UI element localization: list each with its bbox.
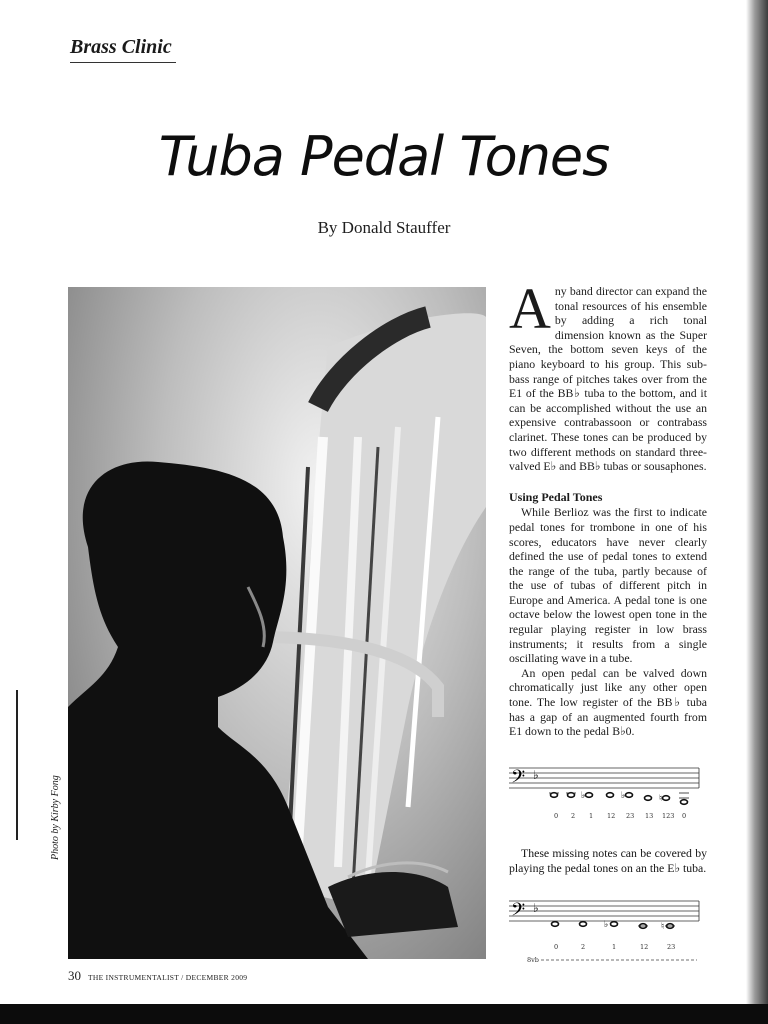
section-label: Brass Clinic [70, 36, 172, 58]
fingering-1: 0 [554, 812, 559, 820]
svg-text:♭: ♭ [621, 791, 626, 801]
svg-text:♮: ♮ [659, 794, 663, 804]
svg-text:♭: ♭ [604, 920, 609, 930]
article-body [509, 276, 707, 739]
scan-edge-bottom [0, 1004, 768, 1024]
paragraph-missing-notes: These missing notes can be covered by playing the pedal tones on an the E♭ tuba. [509, 846, 707, 875]
scan-edge-right [746, 0, 768, 1024]
intro-text: ny band director can expand the tonal resources of his ensemble by adding a rich tonal dimension known as the Super Seven, the bottom seven keys of the piano keyboard to his group. This sub-bass range of pitches takes over from the E1 of the BB♭ tuba to the bottom, and it can be accomplished without the use an expensive contrabassoon or contrabass clarinet. These tones can be produced by two different methods on standard three-valved E♭ and BB♭ tubas or sousaphones. [509, 284, 707, 474]
byline: By Donald Stauffer [317, 218, 451, 237]
paragraph-berlioz: While Berlioz was the first to indicate pedal tones for trombone in one of his scores, educators have never clearly defined the use of pedal tones to extend the range of the tuba, partly because of the use of tubas of different pitch in Europe and America. A pedal tone is one octave below the lowest open tone in the regular playing register in low brass instruments; it results from a single oscillating wave in a tube. [509, 505, 707, 666]
page-footer [68, 968, 247, 984]
ottava-mark: 8vb [527, 956, 539, 964]
photo-illustration [68, 287, 486, 959]
fingering-4: 12 [607, 812, 616, 820]
section-rule [70, 62, 176, 63]
paragraph-open-pedal: An open pedal can be valved down chromatically just like any other open tone. The low register of the BB♭ tuba has a gap of an augmented fourth from E1 down to the pedal B♭0. [509, 665, 707, 739]
bass-clef-icon: 𝄢 [511, 767, 526, 792]
svg-text:♮: ♮ [661, 922, 665, 932]
fingering-6: 13 [645, 812, 654, 820]
photo-credit: Photo by Kirby Fong [50, 775, 61, 860]
fingering-2: 2 [571, 812, 576, 820]
fingering-4: 12 [640, 943, 649, 951]
fingering-8: 0 [682, 812, 687, 820]
scan-mark-left [16, 690, 18, 840]
fingering-3: 1 [589, 812, 594, 820]
fingering-3: 1 [612, 943, 617, 951]
magazine-issue: THE INSTRUMENTALIST / DECEMBER 2009 [88, 973, 248, 982]
subheading: Using Pedal Tones [509, 489, 603, 504]
article-title: Tuba Pedal Tones [158, 125, 610, 188]
bass-clef-icon: 𝄢 [511, 900, 526, 925]
drop-cap: A [509, 276, 551, 341]
fingering-7: 123 [662, 812, 675, 820]
fingering-5: 23 [667, 943, 676, 951]
page-number: 30 [68, 968, 81, 983]
flat-icon: ♭ [533, 901, 539, 915]
fingering-2: 2 [581, 943, 586, 951]
music-staff-1 [509, 762, 701, 824]
music-staff-2 [509, 895, 701, 967]
tuba-player-photo [68, 287, 486, 959]
fingering-5: 23 [626, 812, 635, 820]
svg-text:♭: ♭ [581, 791, 586, 801]
paragraph-intro [509, 276, 707, 474]
fingering-1: 0 [554, 943, 559, 951]
flat-icon: ♭ [533, 768, 539, 782]
